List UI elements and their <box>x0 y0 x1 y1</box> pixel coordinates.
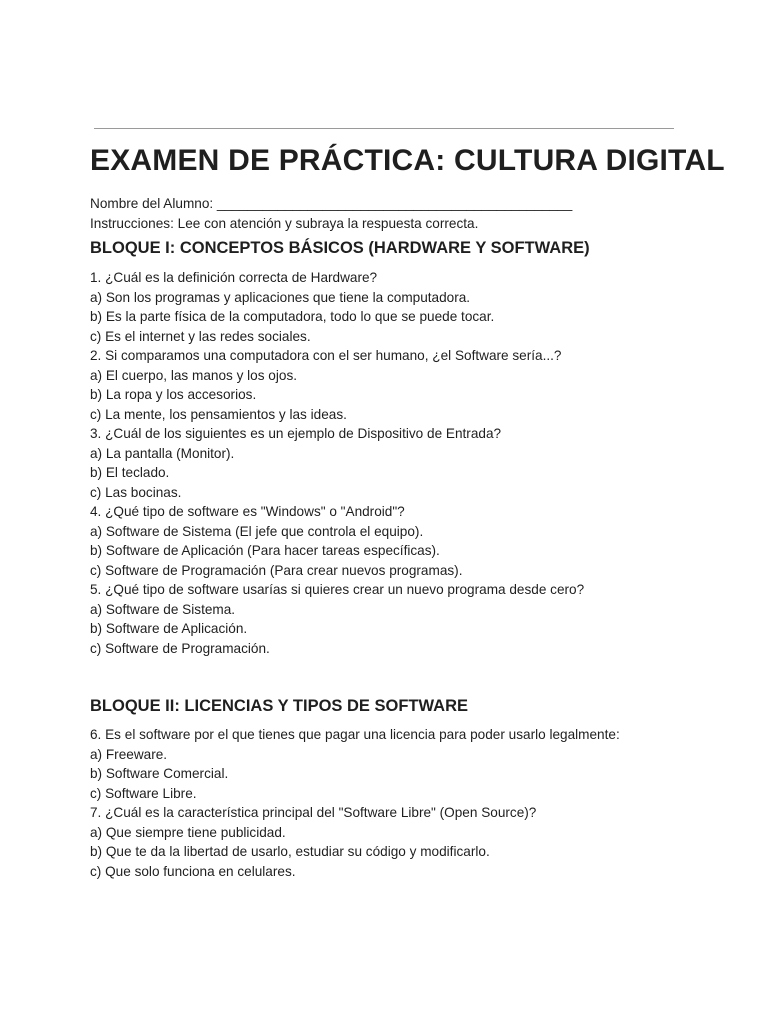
answer-option: b) Software Comercial. <box>90 766 229 781</box>
answer-option: a) La pantalla (Monitor). <box>90 445 235 461</box>
answer-option: b) La ropa y los accesorios. <box>90 387 257 402</box>
question-1 <box>90 268 730 346</box>
instructions-line: Instrucciones: Lee con atención y subraya la respuesta correcta. <box>90 215 479 231</box>
answer-option: b) Que te da la libertad de usarlo, estudiar su código y modificarlo. <box>90 844 490 859</box>
answer-option: a) Que siempre tiene publicidad. <box>90 824 286 840</box>
answer-option: a) Freeware. <box>90 746 168 762</box>
question-text: 5. ¿Qué tipo de software usarías si quieres crear un nuevo programa desde cero? <box>90 582 585 597</box>
question-4 <box>90 502 730 580</box>
answer-option: c) Es el internet y las redes sociales. <box>90 328 311 344</box>
answer-option: b) Software de Aplicación. <box>90 621 248 636</box>
answer-option: a) Software de Sistema. <box>90 601 236 617</box>
student-name-line: Nombre del Alumno: _______________________________________________ <box>90 196 573 211</box>
answer-option: c) Que solo funciona en celulares. <box>90 863 296 879</box>
answer-option: b) Software de Aplicación (Para hacer tareas específicas). <box>90 543 440 558</box>
answer-option: c) Software de Programación (Para crear nuevos programas). <box>90 562 463 578</box>
question-text: 2. Si comparamos una computadora con el ser humano, ¿el Software sería...? <box>90 348 562 363</box>
answer-option: b) Es la parte física de la computadora, todo lo que se puede tocar. <box>90 309 495 324</box>
document-body <box>90 140 730 881</box>
section-title-bloque-2: BLOQUE II: LICENCIAS Y TIPOS DE SOFTWARE <box>90 697 469 715</box>
question-7 <box>90 803 730 881</box>
question-2 <box>90 346 730 424</box>
question-text: 4. ¿Qué tipo de software es "Windows" o "Android"? <box>90 504 405 519</box>
question-6 <box>90 725 730 803</box>
answer-option: a) Software de Sistema (El jefe que controla el equipo). <box>90 523 424 539</box>
question-text: 7. ¿Cuál es la característica principal del "Software Libre" (Open Source)? <box>90 805 537 820</box>
answer-option: b) El teclado. <box>90 465 170 480</box>
answer-option: a) Son los programas y aplicaciones que tiene la computadora. <box>90 289 471 305</box>
answer-option: c) La mente, los pensamientos y las ideas. <box>90 406 347 422</box>
section-title-bloque-1: BLOQUE I: CONCEPTOS BÁSICOS (HARDWARE Y SOFTWARE) <box>90 239 590 257</box>
answer-option: c) Software Libre. <box>90 785 197 801</box>
header-divider <box>94 128 674 129</box>
document-title: EXAMEN DE PRÁCTICA: CULTURA DIGITAL <box>90 144 725 177</box>
answer-option: c) Software de Programación. <box>90 640 270 656</box>
answer-option: a) El cuerpo, las manos y los ojos. <box>90 367 298 383</box>
question-text: 6. Es el software por el que tienes que pagar una licencia para poder usarlo legalmente: <box>90 727 620 742</box>
question-3 <box>90 424 730 502</box>
question-5 <box>90 580 730 658</box>
answer-option: c) Las bocinas. <box>90 484 182 500</box>
question-text: 1. ¿Cuál es la definición correcta de Hardware? <box>90 270 378 285</box>
question-text: 3. ¿Cuál de los siguientes es un ejemplo de Dispositivo de Entrada? <box>90 426 502 441</box>
